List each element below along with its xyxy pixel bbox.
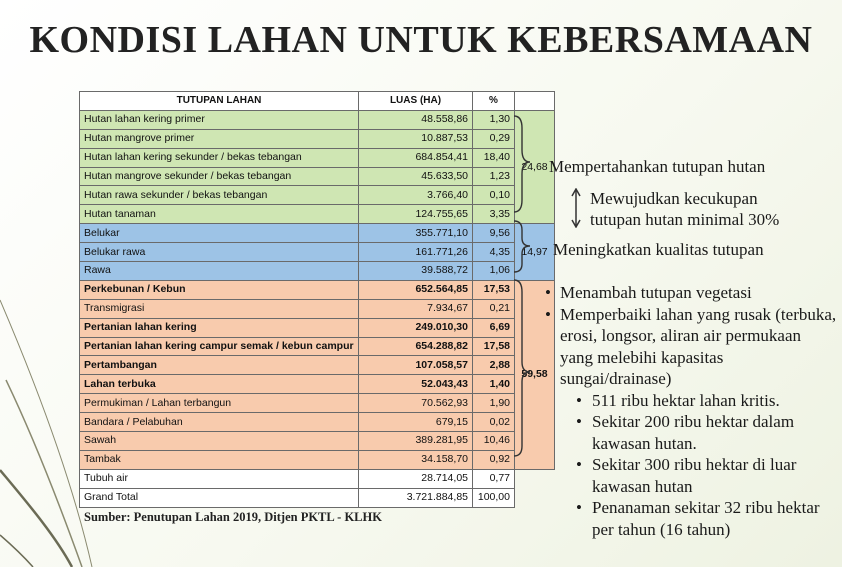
forest-adequacy-line2: tutupan hutan minimal 30% [590,210,780,229]
area-value: 107.058,57 [359,356,473,375]
table-row [80,262,555,281]
area-value: 654.288,82 [359,337,473,356]
land-cover-name: Transmigrasi [80,299,359,318]
land-cover-name: Grand Total [80,488,359,507]
percent-value: 0,21 [473,299,515,318]
percent-value: 10,46 [473,432,515,451]
area-value: 652.564,85 [359,280,473,299]
table-row [80,432,555,451]
action-subitem: • Penanaman sekitar 32 ribu hektar per tahun (16 tahun) [574,497,838,540]
percent-value: 0,02 [473,413,515,432]
land-cover-name: Tambak [80,450,359,469]
land-cover-name: Pertanian lahan kering [80,318,359,337]
action-sublist [560,390,838,541]
percent-value: 18,40 [473,148,515,167]
group-total-percent: 59,58 [515,280,555,469]
area-value: 34.158,70 [359,450,473,469]
percent-value: 2,88 [473,356,515,375]
percent-value: 17,58 [473,337,515,356]
percent-value: 3,35 [473,205,515,224]
action-subitem: • 511 ribu hektar lahan kritis. [574,390,838,412]
percent-value: 0,77 [473,469,515,488]
group-total-percent: 14,97 [515,224,555,281]
table-row [80,318,555,337]
percent-value: 0,92 [473,450,515,469]
table-row [80,299,555,318]
nonforest-bracket [514,280,530,456]
area-value: 161.771,26 [359,243,473,262]
source-note: Sumber: Penutupan Lahan 2019, Ditjen PKTL - KLHK [84,510,382,524]
maintain-forest-cover-text: Mempertahankan tutupan hutan [549,157,766,176]
area-value: 48.558,86 [359,110,473,129]
table-row [80,469,555,488]
percent-value: 6,69 [473,318,515,337]
percent-value: 17,53 [473,280,515,299]
table-row [80,394,555,413]
land-cover-name: Hutan lahan kering primer [80,110,359,129]
percent-value: 100,00 [473,488,515,507]
land-cover-name: Permukiman / Lahan terbangun [80,394,359,413]
percent-value: 9,56 [473,224,515,243]
table-row [80,186,555,205]
forest-bracket [514,116,530,212]
action-item-text: Memperbaiki lahan yang rusak (terbuka, erosi, longsor, aliran air permukaan yang melebihi kapasitas sungai/drainase) [560,304,837,388]
area-value: 684.854,41 [359,148,473,167]
land-cover-name: Hutan mangrove primer [80,129,359,148]
area-value: 28.714,05 [359,469,473,488]
percent-value: 1,06 [473,262,515,281]
shrub-bracket [514,221,530,272]
action-subitem: • Sekitar 300 ribu hektar di luar kawasan hutan [574,454,838,497]
area-value: 3.766,40 [359,186,473,205]
table-row [80,167,555,186]
percent-value: 1,30 [473,110,515,129]
table-row [80,205,555,224]
table-row [80,488,555,507]
table-row [80,375,555,394]
header-percent: % [473,92,515,111]
land-cover-name: Hutan mangrove sekunder / bekas tebangan [80,167,359,186]
table-row [80,110,555,129]
up-down-arrow-icon [570,188,582,228]
table-row [80,129,555,148]
action-subitem: • Sekitar 200 ribu hektar dalam kawasan hutan. [574,411,838,454]
area-value: 52.043,43 [359,375,473,394]
land-cover-name: Lahan terbuka [80,375,359,394]
table-row [80,450,555,469]
table-row [80,243,555,262]
table-row [80,337,555,356]
improve-quality-text: Meningkatkan kualitas tutupan [553,240,764,259]
area-value: 39.588,72 [359,262,473,281]
area-value: 389.281,95 [359,432,473,451]
land-cover-name: Pertanian lahan kering campur semak / kebun campur [80,337,359,356]
action-item [543,304,838,541]
land-cover-name: Sawah [80,432,359,451]
land-cover-table [79,91,555,508]
group-total-percent: 24,68 [515,110,555,223]
header-area: LUAS (HA) [359,92,473,111]
area-value: 45.633,50 [359,167,473,186]
land-cover-name: Hutan lahan kering sekunder / bekas tebangan [80,148,359,167]
percent-value: 1,23 [473,167,515,186]
land-cover-name: Belukar rawa [80,243,359,262]
action-item: • Menambah tutupan vegetasi [543,282,838,304]
percent-value: 1,40 [473,375,515,394]
area-value: 355.771,10 [359,224,473,243]
percent-value: 0,29 [473,129,515,148]
land-cover-name: Hutan tanaman [80,205,359,224]
header-land-cover: TUTUPAN LAHAN [80,92,359,111]
area-value: 124.755,65 [359,205,473,224]
percent-value: 1,90 [473,394,515,413]
area-value: 249.010,30 [359,318,473,337]
land-cover-name: Rawa [80,262,359,281]
area-value: 3.721.884,85 [359,488,473,507]
percent-value: 4,35 [473,243,515,262]
forest-adequacy-line1: Mewujudkan kecukupan [590,189,758,208]
table-row [80,413,555,432]
land-cover-name: Hutan rawa sekunder / bekas tebangan [80,186,359,205]
table-row [80,280,555,299]
land-cover-name: Tubuh air [80,469,359,488]
land-cover-table-body [80,110,555,507]
land-cover-name: Perkebunan / Kebun [80,280,359,299]
table-row [80,356,555,375]
land-cover-name: Belukar [80,224,359,243]
area-value: 7.934,67 [359,299,473,318]
brackets [512,108,538,458]
area-value: 10.887,53 [359,129,473,148]
area-value: 70.562,93 [359,394,473,413]
table-row [80,224,555,243]
action-list [543,282,838,540]
area-value: 679,15 [359,413,473,432]
percent-value: 0,10 [473,186,515,205]
land-cover-name: Bandara / Pelabuhan [80,413,359,432]
land-cover-name: Pertambangan [80,356,359,375]
page-title: KONDISI LAHAN UNTUK KEBERSAMAAN [29,19,813,61]
table-row [80,148,555,167]
